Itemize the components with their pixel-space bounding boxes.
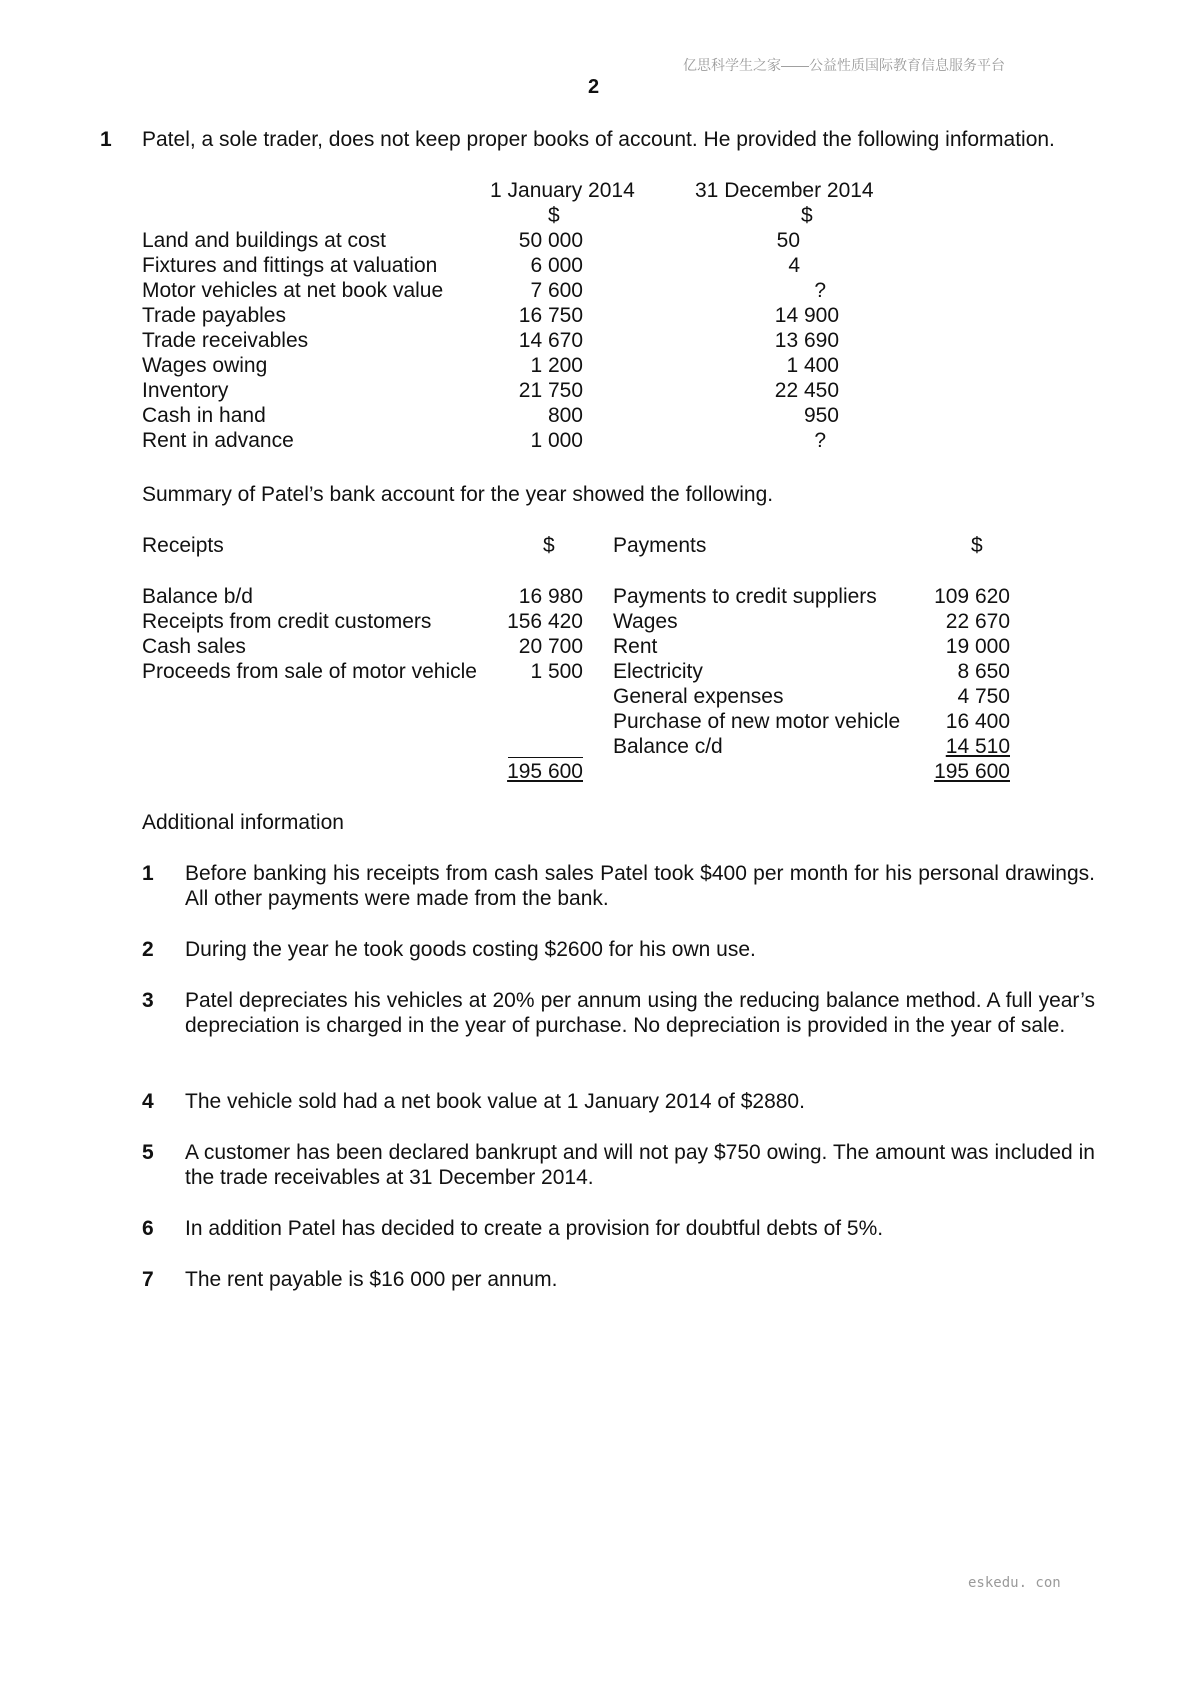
- currency-dec: $: [801, 204, 813, 227]
- watermark-footer: eskedu. con: [968, 1575, 1061, 1591]
- page-number: 2: [588, 76, 600, 98]
- row-label: Inventory: [142, 379, 229, 402]
- payment-label: Wages: [613, 610, 678, 633]
- receipt-label: Cash sales: [142, 635, 246, 658]
- row-jan: 1 000: [530, 429, 583, 452]
- payment-amount: 16 400: [945, 710, 1010, 733]
- receipt-amount: 1 500: [530, 660, 583, 683]
- payment-label: Balance c/d: [613, 735, 723, 758]
- row-dec: ?: [814, 279, 826, 302]
- payment-amount: 19 000: [945, 635, 1010, 658]
- row-jan: 1 200: [530, 354, 583, 377]
- payment-amount: 8 650: [957, 660, 1010, 683]
- receipt-amount: 16 980: [518, 585, 583, 608]
- item-number: 5: [142, 1141, 154, 1164]
- receipt-amount: 20 700: [518, 635, 583, 658]
- row-jan: 16 750: [518, 304, 583, 327]
- question-number: 1: [100, 128, 112, 151]
- receipt-label: Receipts from credit customers: [142, 610, 432, 633]
- row-dec: 50: [776, 229, 800, 252]
- row-label: Rent in advance: [142, 429, 294, 452]
- row-label: Motor vehicles at net book value: [142, 279, 444, 302]
- item-text: The rent payable is $16 000 per annum.: [185, 1268, 558, 1291]
- row-jan: 7 600: [530, 279, 583, 302]
- payment-amount: 22 670: [945, 610, 1010, 633]
- payment-label: General expenses: [613, 685, 784, 708]
- row-label: Wages owing: [142, 354, 268, 377]
- row-label: Trade payables: [142, 304, 286, 327]
- item-text: A customer has been declared bankrupt and will not pay $750 owing. The amount was included in the trade receivables at 31 December 2014.: [185, 1141, 1095, 1189]
- payment-amount: 14 510: [945, 735, 1010, 758]
- row-dec: 13 690: [774, 329, 839, 352]
- item-number: 4: [142, 1090, 154, 1113]
- watermark-header: 亿思科学生之家——公益性质国际教育信息服务平台: [683, 57, 1005, 73]
- row-jan: 50 000: [518, 229, 583, 252]
- item-text: During the year he took goods costing $2600 for his own use.: [185, 938, 756, 961]
- receipts-total: 195 600: [507, 760, 583, 783]
- item-text: Before banking his receipts from cash sales Patel took $400 per month for his personal drawings. All other payments were made from the bank.: [185, 862, 1095, 910]
- row-dec: 22 450: [774, 379, 839, 402]
- question-intro: Patel, a sole trader, does not keep proper books of account. He provided the following information.: [142, 128, 1055, 151]
- receipt-label: Balance b/d: [142, 585, 253, 608]
- payment-label: Rent: [613, 635, 658, 658]
- row-dec: 950: [803, 404, 839, 427]
- additional-heading: Additional information: [142, 811, 344, 834]
- receipt-amount: 156 420: [507, 610, 583, 633]
- payment-label: Electricity: [613, 660, 703, 683]
- receipt-label: Proceeds from sale of motor vehicle: [142, 660, 477, 683]
- row-dec: 1 400: [786, 354, 839, 377]
- item-text: In addition Patel has decided to create a provision for doubtful debts of 5%.: [185, 1217, 884, 1240]
- row-label: Trade receivables: [142, 329, 309, 352]
- row-jan: 21 750: [518, 379, 583, 402]
- payment-amount: 4 750: [957, 685, 1010, 708]
- row-label: Fixtures and fittings at valuation: [142, 254, 438, 277]
- row-jan: 14 670: [518, 329, 583, 352]
- receipts-header: Receipts: [142, 534, 224, 557]
- payment-label: Payments to credit suppliers: [613, 585, 877, 608]
- item-number: 1: [142, 862, 154, 885]
- item-text: Patel depreciates his vehicles at 20% per annum using the reducing balance method. A full year’s depreciation is charged in the year of purchase. No depreciation is provided in the year of sale.: [185, 989, 1095, 1037]
- item-text: The vehicle sold had a net book value at 1 January 2014 of $2880.: [185, 1090, 805, 1113]
- row-label: Land and buildings at cost: [142, 229, 387, 252]
- row-jan: 800: [547, 404, 583, 427]
- receipts-total-rule: [508, 757, 583, 758]
- row-label: Cash in hand: [142, 404, 266, 427]
- bank-summary-intro: Summary of Patel’s bank account for the year showed the following.: [142, 483, 774, 506]
- row-jan: 6 000: [530, 254, 583, 277]
- col-header-jan: 1 January 2014: [490, 179, 635, 202]
- payments-header: Payments: [613, 534, 707, 557]
- item-number: 7: [142, 1268, 154, 1291]
- payments-currency: $: [971, 534, 983, 557]
- payment-amount: 109 620: [934, 585, 1010, 608]
- item-number: 2: [142, 938, 154, 961]
- item-number: 6: [142, 1217, 154, 1240]
- row-dec: 4: [788, 254, 800, 277]
- row-dec: 14 900: [774, 304, 839, 327]
- payments-total: 195 600: [934, 760, 1010, 783]
- currency-jan: $: [548, 204, 560, 227]
- receipts-currency: $: [543, 534, 555, 557]
- row-dec: ?: [814, 429, 826, 452]
- col-header-dec: 31 December 2014: [695, 179, 874, 202]
- payment-label: Purchase of new motor vehicle: [613, 710, 901, 733]
- item-number: 3: [142, 989, 154, 1012]
